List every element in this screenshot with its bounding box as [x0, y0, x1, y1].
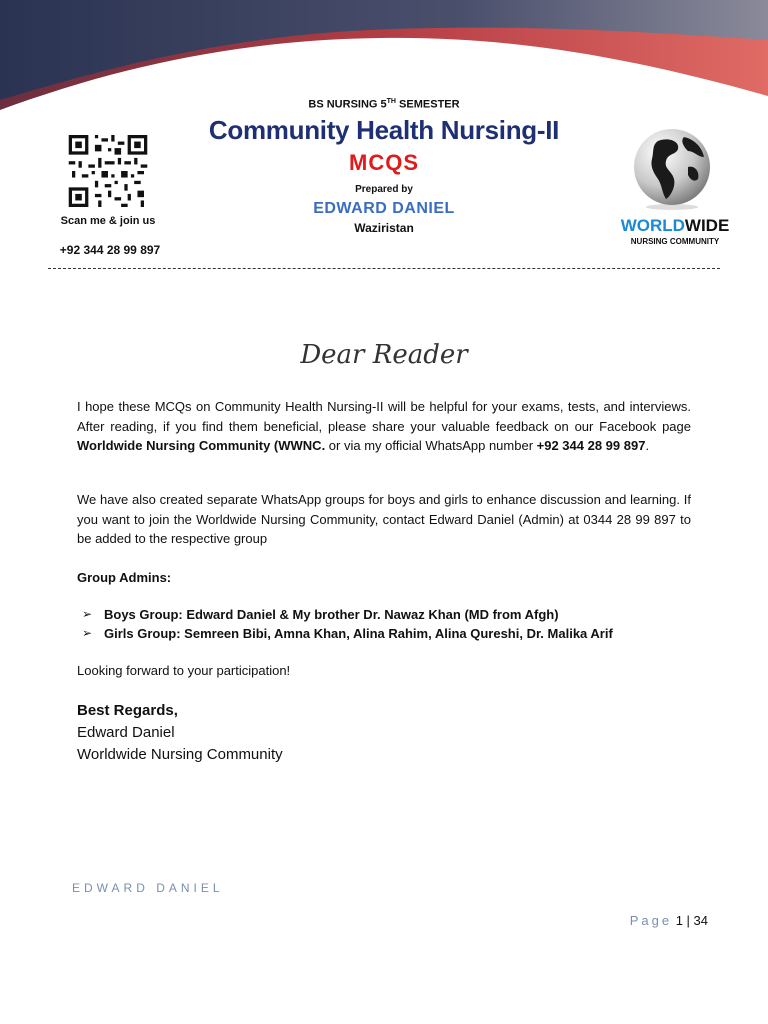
list-item: ➢ Boys Group: Edward Daniel & My brother Dr. Nawaz Khan (MD from Afgh) — [82, 607, 559, 622]
contact-phone: +92 344 28 99 897 — [59, 243, 161, 257]
intro-paragraph: I hope these MCQs on Community Health Nursing-II will be helpful for your exams, tests, and interviews. After reading, if you find them beneficial, please share your valuable feedback on our Facebook page Worldwide Nursing Community (WWNC. or via my official WhatsApp number +92 344 28 99 897. — [77, 399, 691, 453]
qr-code — [68, 135, 148, 207]
page-number: Page 1 | 34 — [629, 913, 708, 928]
groups-paragraph: We have also created separate WhatsApp groups for boys and girls to enhance discussion and learning. If you want to join the Worldwide Nursing Community, contact Edward Daniel (Admin) at 0344 28 99 897 to be added to the respective group — [77, 492, 691, 546]
arrow-bullet-icon: ➢ — [82, 607, 93, 621]
signer-name: Edward Daniel — [77, 724, 175, 741]
arrow-bullet-icon: ➢ — [82, 626, 93, 640]
document-subtitle: MCQS — [349, 150, 419, 175]
author-location: Waziristan — [354, 221, 414, 235]
header-divider — [48, 268, 720, 269]
closing-line: Looking forward to your participation! — [77, 663, 291, 678]
brand-wordmark: WORLDWIDE — [620, 216, 730, 235]
semester-label: BS NURSING 5TH SEMESTER — [308, 98, 460, 111]
list-item: ➢ Girls Group: Semreen Bibi, Amna Khan, Alina Rahim, Alina Qureshi, Dr. Malika Arif — [82, 626, 613, 641]
document-title: Community Health Nursing-II — [208, 115, 560, 145]
group-admins-heading: Group Admins: — [77, 570, 172, 585]
letter-heading: Dear Reader — [300, 340, 468, 370]
brand-tagline: NURSING COMMUNITY — [630, 237, 720, 246]
signer-organization: Worldwide Nursing Community — [77, 746, 283, 763]
regards-line: Best Regards, — [77, 702, 178, 719]
author-name: EDWARD DANIEL — [313, 200, 455, 217]
prepared-by-label: Prepared by — [355, 184, 413, 195]
footer-author: EDWARD DANIEL — [72, 881, 224, 895]
scan-caption: Scan me & join us — [60, 215, 156, 227]
header-wave-graphic — [0, 0, 768, 110]
globe-icon — [628, 127, 716, 211]
